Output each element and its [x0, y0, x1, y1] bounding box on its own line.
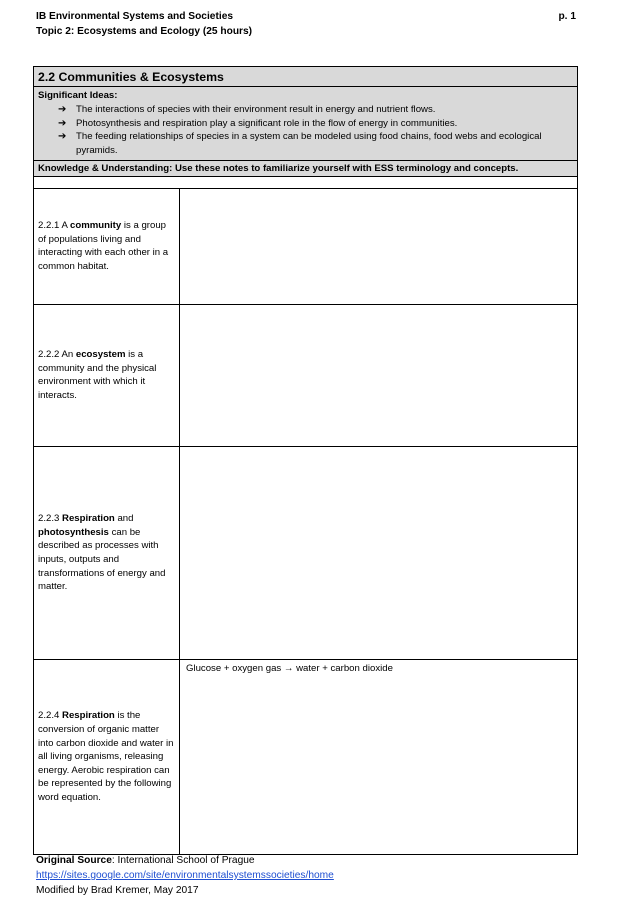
right-arrow-icon: ➔: [58, 131, 67, 143]
term-keyword: ecosystem: [75, 349, 126, 361]
word-equation: Glucose + oxygen gas → water + carbon dioxide: [186, 662, 393, 674]
right-arrow-icon: ➔: [58, 103, 67, 115]
page-footer: [36, 853, 334, 898]
idea-text: The feeding relationships of species in a system can be modeled using food chains, food webs and ecological pyramids.: [76, 131, 542, 157]
page-header: [36, 9, 576, 39]
idea-item: [58, 117, 573, 131]
notes-rows: [34, 177, 577, 854]
source-link[interactable]: https://sites.google.com/site/environmentalsystemssocieties/home: [36, 870, 334, 881]
notes-row-respiration: [34, 660, 577, 854]
idea-item: [58, 103, 573, 117]
notes-space[interactable]: [180, 189, 577, 304]
term-definition: 2.2.3 Respiration and photosynthesis can be described as processes with inputs, outputs and transformations of energy and matter.: [38, 513, 166, 593]
idea-item: [58, 130, 573, 158]
term-keyword: community: [70, 220, 122, 232]
source-label: Original Source: [36, 855, 112, 866]
source-line: [36, 853, 334, 868]
notes-space[interactable]: [180, 305, 577, 446]
idea-text: Photosynthesis and respiration play a significant role in the flow of energy in communities.: [76, 117, 458, 129]
term-definition: 2.2.4 Respiration is the conversion of organic matter into carbon dioxide and water in all living organisms, releasing energy. Aerobic respiration can be represented by the following word equation.: [38, 710, 174, 803]
significant-ideas: [34, 87, 577, 161]
term-definition: 2.2.1 A community is a group of populations living and interacting with each other in a common habitat.: [38, 220, 169, 273]
notes-space[interactable]: [180, 660, 577, 854]
source-text: : International School of Prague: [111, 855, 255, 866]
section-title: 2.2 Communities & Ecosystems: [34, 67, 577, 87]
term-cell: [34, 305, 180, 446]
ideas-list: [38, 103, 573, 158]
page-number: p. 1: [558, 11, 576, 22]
notes-row-ecosystem: [34, 305, 577, 447]
course-title: IB Environmental Systems and Societies: [36, 11, 234, 22]
notes-table: [33, 66, 578, 855]
knowledge-understanding-label: Knowledge & Understanding: Use these notes to familiarize yourself with ESS terminology and concepts.: [34, 161, 577, 177]
term-cell: [34, 447, 180, 659]
idea-text: The interactions of species with their environment result in energy and nutrient flows.: [76, 103, 436, 115]
right-arrow-icon: ➔: [58, 117, 67, 129]
modified-by: Modified by Brad Kremer, May 2017: [36, 885, 199, 896]
notes-row-respiration-photosynthesis: [34, 447, 577, 660]
term-cell: [34, 189, 180, 304]
term-definition: 2.2.2 An ecosystem is a community and the physical environment with which it interacts.: [38, 349, 157, 402]
topic-title: Topic 2: Ecosystems and Ecology (25 hours): [36, 26, 253, 37]
notes-space[interactable]: [180, 447, 577, 659]
term-keyword: photosynthesis: [38, 526, 109, 538]
term-keyword: Respiration: [62, 710, 115, 722]
term-keyword: Respiration: [62, 513, 115, 525]
significant-ideas-label: Significant Ideas:: [38, 90, 118, 101]
term-cell: [34, 660, 180, 854]
spacer-row: [34, 177, 577, 189]
notes-row-community: [34, 189, 577, 305]
